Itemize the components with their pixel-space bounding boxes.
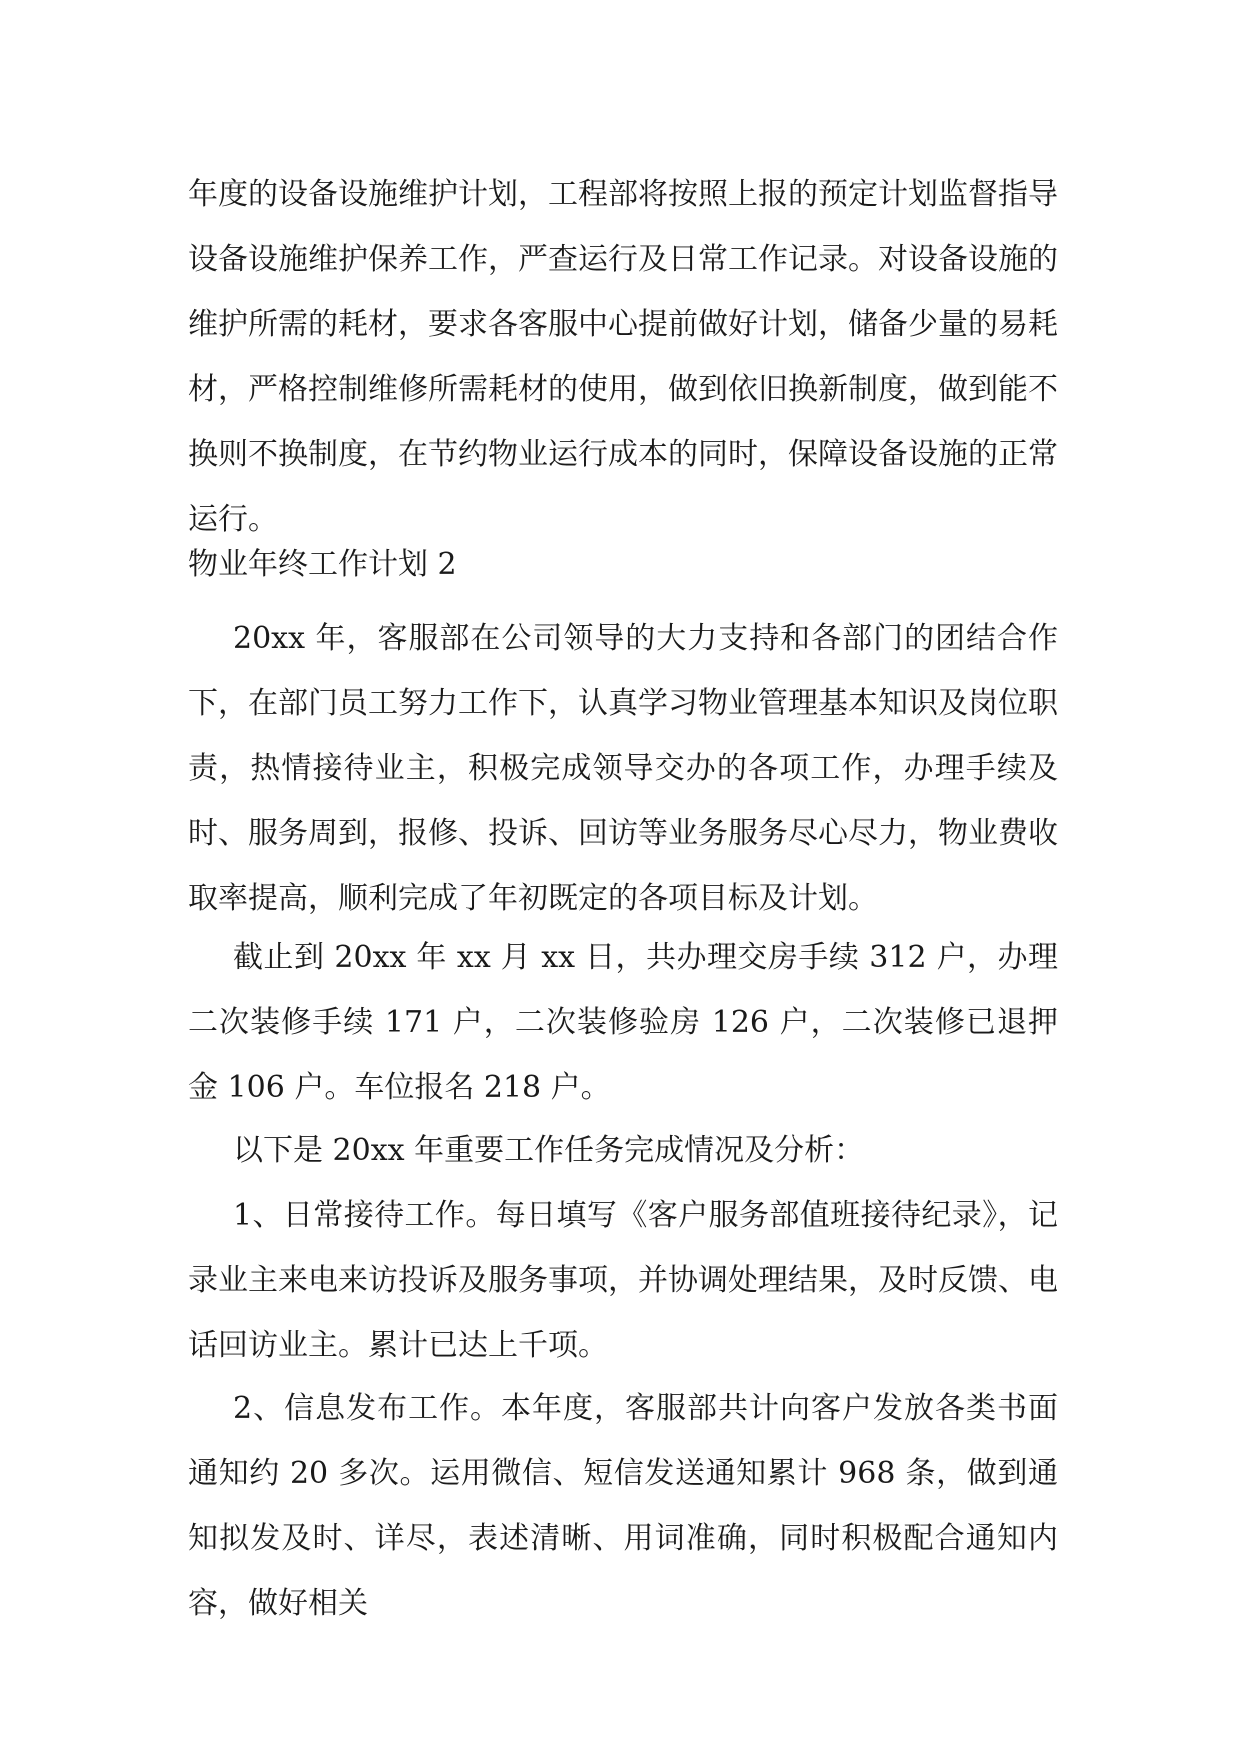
section-title: 物业年终工作计划 2 — [188, 547, 457, 582]
paragraph-intro: 20xx 年，客服部在公司领导的大力支持和各部门的团结合作下，在部门员工努力工作下，认真学习物业管理基本知识及岗位职责，热情接待业主，积极完成领导交办的各项工作，办理手续及时、服务周到，报修、投诉、回访等业务服务尽心尽力，物业费收取率提高，顺利完成了年初既定的各项目标及计划。 — [188, 621, 1058, 916]
paragraph-item-1: 1、日常接待工作。每日填写《客户服务部值班接待纪录》，记录业主来电来访投诉及服务事项，并协调处理结果，及时反馈、电话回访业主。累计已达上千项。 — [188, 1198, 1058, 1363]
paragraph-item-2: 2、信息发布工作。本年度，客服部共计向客户发放各类书面通知约 20 多次。运用微信、短信发送通知累计 968 条，做到通知拟发及时、详尽，表述清晰、用词准确，同时积极配合通知内容，做好相关 — [188, 1391, 1058, 1621]
paragraph-statistics: 截止到 20xx 年 xx 月 xx 日，共办理交房手续 312 户，办理二次装修手续 171 户，二次装修验房 126 户，二次装修已退押金 106 户。车位报名 218 户。 — [188, 940, 1058, 1105]
continuation-paragraph: 年度的设备设施维护计划，工程部将按照上报的预定计划监督指导设备设施维护保养工作，严查运行及日常工作记录。对设备设施的维护所需的耗材，要求各客服中心提前做好计划，储备少量的易耗材，严格控制维修所需耗材的使用，做到依旧换新制度，做到能不换则不换制度，在节约物业运行成本的同时，保障设备设施的正常运行。 — [188, 177, 1058, 537]
paragraph-summary-lead: 以下是 20xx 年重要工作任务完成情况及分析： — [233, 1133, 865, 1168]
